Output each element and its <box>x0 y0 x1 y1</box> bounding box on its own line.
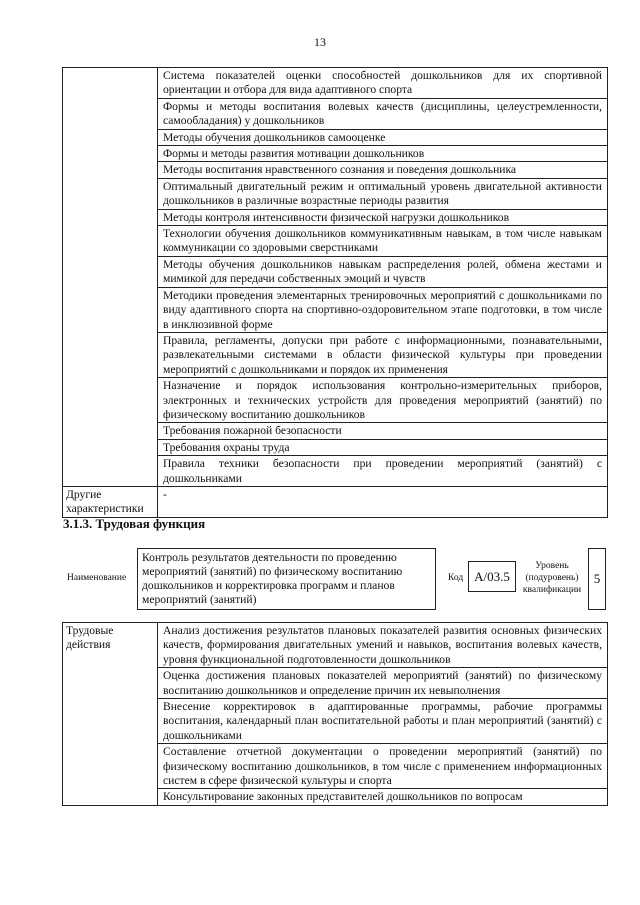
table-row: Внесение корректировок в адаптированные программы, рабочие программы воспитания, календарный план воспитательной работы и план мероприятий (занятий) с дошкольниками <box>158 699 608 744</box>
labor-actions-label: Трудовые действия <box>63 623 158 806</box>
table-row: Формы и методы воспитания волевых качеств (дисциплины, целеустремленности, самообладания) у дошкольников <box>158 98 608 129</box>
empty-label-cell <box>63 68 158 487</box>
table-row: Требования пожарной безопасности <box>158 423 608 439</box>
table-row: Составление отчетной документации о проведении мероприятий (занятий) по физическому воспитанию дошкольников, в том числе с применением информационных систем в сфере физической культуры и спорта <box>158 744 608 789</box>
table-row: Методы обучения дошкольников самооценке <box>158 129 608 145</box>
other-characteristics-value: - <box>158 486 608 517</box>
table-row: Оптимальный двигательный режим и оптимальный уровень двигательной активности дошкольников в различные возрастные периоды развития <box>158 178 608 209</box>
table-row: Система показателей оценки способностей дошкольников для их спортивной ориентации и отбора для вида адаптивного спорта <box>158 68 608 99</box>
table-row: Назначение и порядок использования контрольно-измерительных приборов, электронных и технических устройств для проведения мероприятий (занятий) по физическому воспитанию дошкольников <box>158 378 608 423</box>
table-row: Методики проведения элементарных тренировочных мероприятий с дошкольниками по виду адаптивного спорта на спортивно-оздоровительном этапе подготовки, в том числе в инклюзивной форме <box>158 287 608 332</box>
table-row: Правила техники безопасности при проведении мероприятий (занятий) с дошкольниками <box>158 456 608 487</box>
table-row: Методы контроля интенсивности физической нагрузки дошкольников <box>158 209 608 225</box>
knowledge-table <box>62 67 608 518</box>
other-characteristics-label: Другие характеристики <box>63 486 158 517</box>
table-row: Правила, регламенты, допуски при работе с информационными, познавательными, развлекательными системами в области физической культуры при проведении мероприятий с дошкольниками и порядок их применения <box>158 332 608 377</box>
function-code: A/03.5 <box>468 561 516 592</box>
qualification-level: 5 <box>588 548 606 610</box>
table-row: Оценка достижения плановых показателей мероприятий (занятий) по физическому воспитанию дошкольников и определение причин их невыполнения <box>158 668 608 699</box>
level-label: Уровень (подуровень) квалификации <box>522 561 582 595</box>
table-row: Требования охраны труда <box>158 439 608 455</box>
labor-actions-table <box>62 622 608 806</box>
table-row: Формы и методы развития мотивации дошкольников <box>158 146 608 162</box>
table-row: Технологии обучения дошкольников коммуникативным навыкам, в том числе навыкам коммуникации со здоровыми сверстниками <box>158 226 608 257</box>
table-row: Консультирование законных представителей дошкольников по вопросам <box>158 789 608 805</box>
section-heading: 3.1.3. Трудовая функция <box>63 516 206 531</box>
table-row: Анализ достижения результатов плановых показателей развития основных физических качеств, формирования двигательных умений и навыков, воспитания волевых качеств, уровня функциональной подготовленности дошкольников <box>158 623 608 668</box>
code-label: Код <box>448 573 464 583</box>
table-row: Методы воспитания нравственного сознания и поведения дошкольника <box>158 162 608 178</box>
page-number: 13 <box>314 35 326 49</box>
function-name: Контроль результатов деятельности по проведению мероприятий (занятий) по физическому воспитанию дошкольников и корректировка программ и планов мероприятий (занятий) <box>137 548 436 610</box>
name-label: Наименование <box>67 573 127 583</box>
table-row: Методы обучения дошкольников навыкам распределения ролей, обмена жестами и мимикой для передачи собственных эмоций и чувств <box>158 256 608 287</box>
